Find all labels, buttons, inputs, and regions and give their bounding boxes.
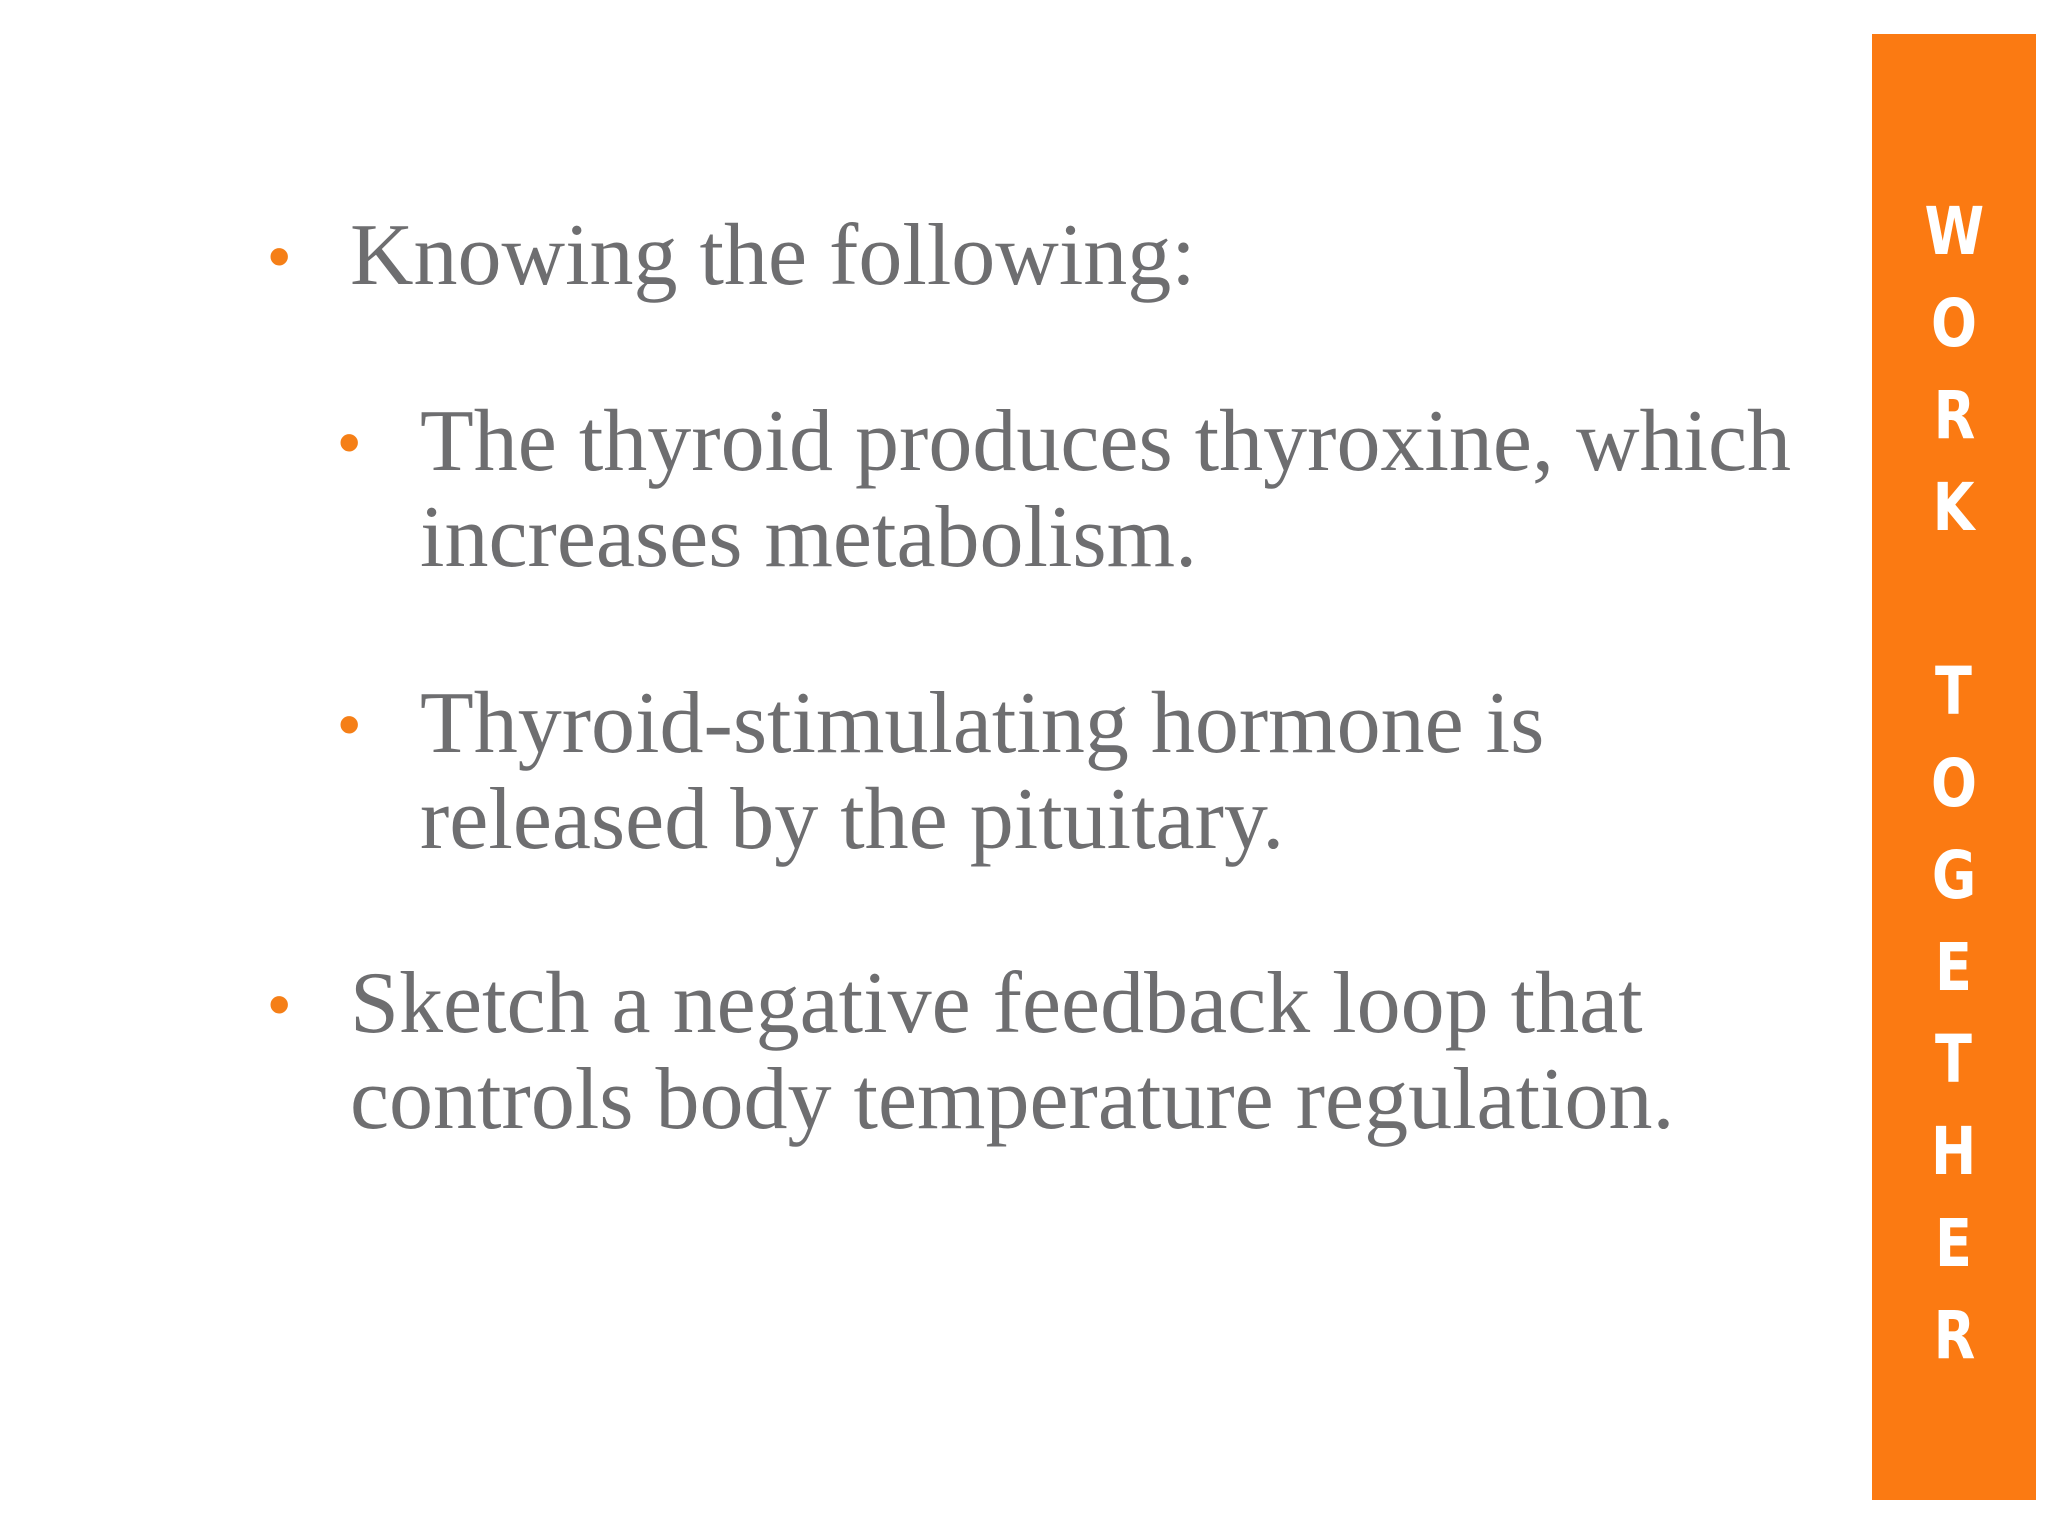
banner-letter: E bbox=[1935, 929, 1973, 1006]
bullet-icon: • bbox=[268, 220, 291, 292]
banner-letter: T bbox=[1935, 1021, 1973, 1098]
bullet-icon: • bbox=[268, 968, 291, 1040]
banner-letter: R bbox=[1933, 1297, 1975, 1374]
banner-letters bbox=[1872, 186, 2036, 1382]
banner-letter: R bbox=[1933, 377, 1975, 454]
banner-letter: E bbox=[1935, 1205, 1973, 1282]
banner-letter: O bbox=[1930, 285, 1977, 362]
bullet-icon: • bbox=[338, 406, 361, 478]
bullet-item-knowing bbox=[268, 207, 1196, 304]
banner-letter: W bbox=[1924, 193, 1984, 270]
banner-letter: G bbox=[1931, 837, 1977, 914]
banner-letter: T bbox=[1935, 653, 1973, 730]
banner-letter: O bbox=[1930, 745, 1977, 822]
banner-letter: K bbox=[1933, 469, 1975, 546]
banner-letter: H bbox=[1931, 1113, 1977, 1190]
bullet-text: The thyroid produces thyroxine, which increases metabolism. bbox=[420, 393, 1792, 586]
bullet-item-tsh bbox=[338, 675, 1545, 868]
bullet-text: Sketch a negative feedback loop that controls body temperature regulation. bbox=[350, 955, 1675, 1148]
bullet-text: Thyroid-stimulating hormone is released by the pituitary. bbox=[420, 675, 1545, 868]
work-together-banner bbox=[1872, 34, 2036, 1500]
bullet-icon: • bbox=[338, 688, 361, 760]
bullet-text: Knowing the following: bbox=[350, 207, 1196, 304]
bullet-item-thyroid bbox=[338, 393, 1792, 586]
bullet-item-sketch bbox=[268, 955, 1675, 1148]
